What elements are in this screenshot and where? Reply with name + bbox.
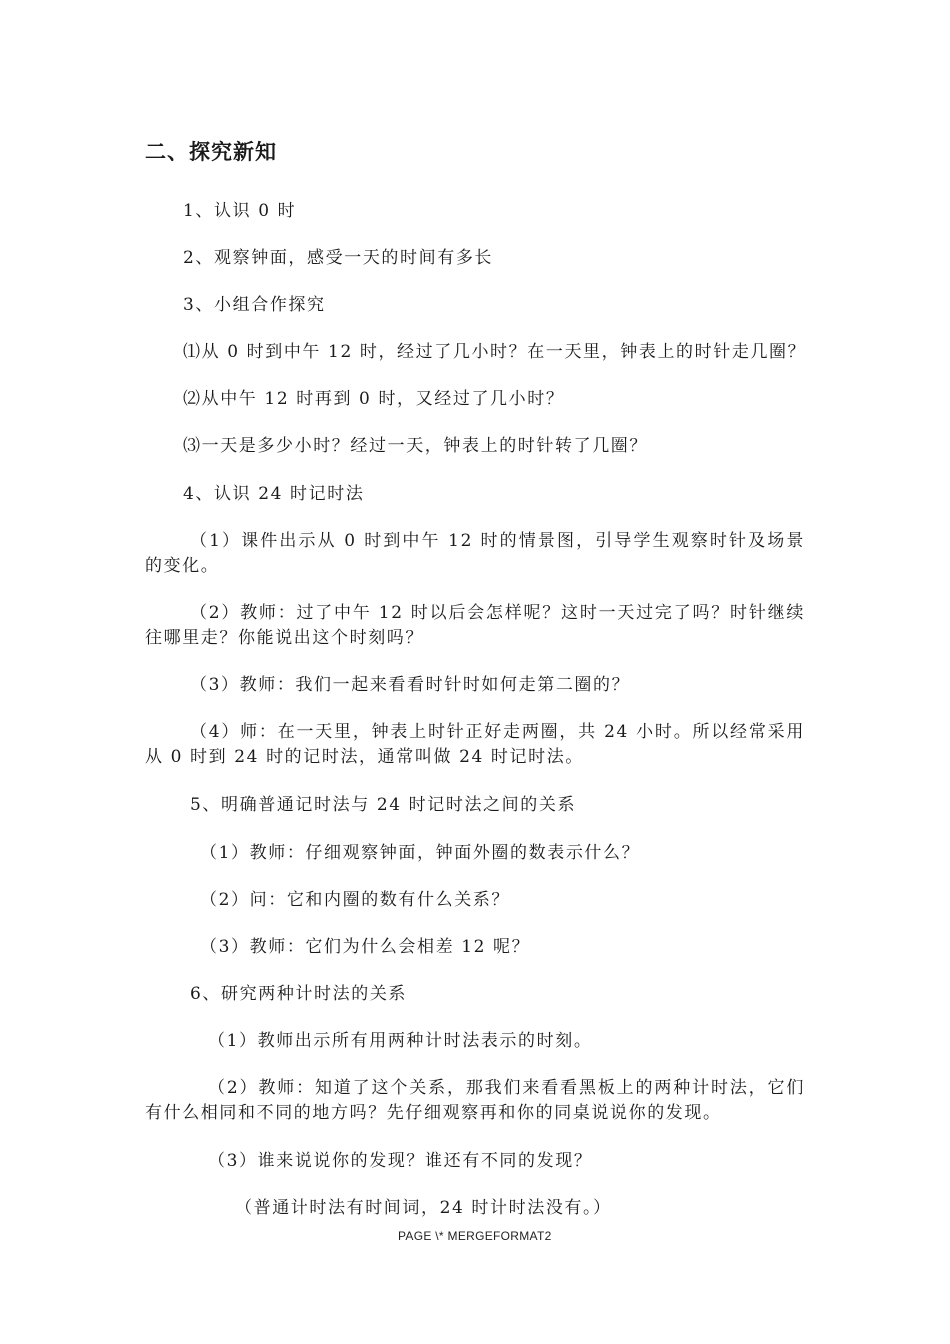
item-6-sub-2: （2）教师：知道了这个关系，那我们来看看黑板上的两种计时法，它们有什么相同和不同的地方吗？先仔细观察再和你的同桌说说你的发现。 (145, 1078, 805, 1123)
item-5-sub-1: （1）教师：仔细观察钟面，钟面外圈的数表示什么？ (200, 843, 641, 863)
item-6-sub-1: （1）教师出示所有用两种计时法表示的时刻。 (208, 1031, 593, 1051)
item-4-sub-1: （1）课件出示从 0 时到中午 12 时的情景图，引导学生观察时针及场景的变化。 (145, 531, 805, 576)
item-3-sub-1: ⑴从 0 时到中午 12 时，经过了几小时？在一天里，钟表上的时针走几圈？ (183, 342, 807, 362)
item-6: 6、研究两种计时法的关系 (190, 984, 408, 1004)
item-4-sub-2: （2）教师：过了中午 12 时以后会怎样呢？这时一天过完了吗？时针继续往哪里走？你能说出这个时刻吗？ (145, 603, 805, 648)
item-4: 4、认识 24 时记时法 (183, 484, 365, 504)
item-2: 2、观察钟面，感受一天的时间有多长 (183, 248, 494, 268)
item-5-sub-3: （3）教师：它们为什么会相差 12 呢？ (200, 937, 531, 957)
page-footer-field: PAGE \* MERGEFORMAT2 (398, 1229, 552, 1243)
item-6-sub-3: （3）谁来说说你的发现？谁还有不同的发现？ (208, 1151, 593, 1171)
item-4-sub-4: （4）师：在一天里，钟表上时针正好走两圈，共 24 小时。所以经常采用从 0 时到 24 时的记时法，通常叫做 24 时记时法。 (145, 722, 805, 767)
section-heading: 二、探究新知 (145, 139, 277, 164)
item-5-sub-2: （2）问：它和内圈的数有什么关系？ (200, 890, 511, 910)
item-3: 3、小组合作探究 (183, 295, 326, 315)
item-4-sub-3: （3）教师：我们一起来看看时针时如何走第二圈的？ (190, 675, 631, 695)
item-3-sub-3: ⑶一天是多少小时？经过一天，钟表上的时针转了几圈？ (183, 436, 648, 456)
item-3-sub-2: ⑵从中午 12 时再到 0 时，又经过了几小时？ (183, 389, 565, 409)
item-5: 5、明确普通记时法与 24 时记时法之间的关系 (190, 795, 577, 815)
item-6-note: （普通计时法有时间词，24 时计时法没有。） (235, 1198, 612, 1218)
item-1: 1、认识 0 时 (183, 201, 297, 221)
